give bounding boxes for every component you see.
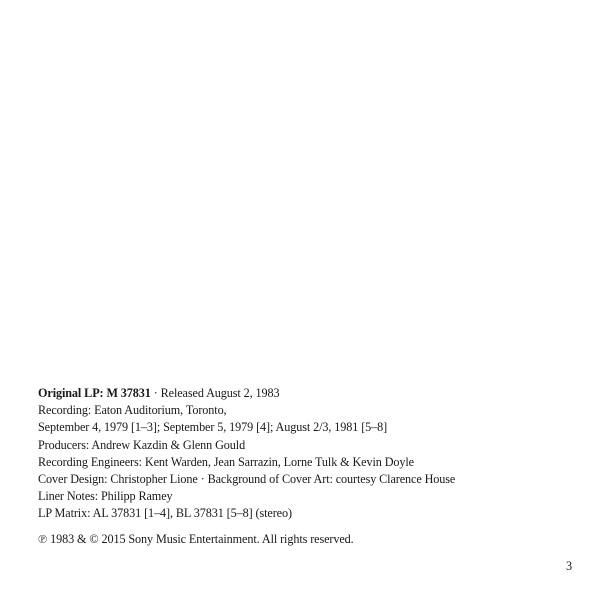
engineers-line: Recording Engineers: Kent Warden, Jean Sarrazin, Lorne Tulk & Kevin Doyle xyxy=(38,454,414,469)
original-lp-line xyxy=(38,385,455,402)
recording-line-2: September 4, 1979 [1–3]; September 5, 1979 [4]; August 2/3, 1981 [5–8] xyxy=(38,420,388,435)
original-lp-label: Original LP: M 37831 xyxy=(38,386,151,400)
page-number: 3 xyxy=(566,559,573,573)
cover-design-line: Cover Design: Christopher Lione · Background of Cover Art: courtesy Clarence House xyxy=(38,472,456,487)
producers-line: Producers: Andrew Kazdin & Glenn Gould xyxy=(38,437,246,452)
liner-notes-line: Liner Notes: Philipp Ramey xyxy=(38,489,173,504)
original-lp-release: · Released August 2, 1983 xyxy=(150,386,280,400)
copyright-notice: ℗ 1983 & © 2015 Sony Music Entertainment. All rights reserved. xyxy=(38,532,354,546)
lp-matrix-line: LP Matrix: AL 37831 [1–4], BL 37831 [5–8] (stereo) xyxy=(38,506,292,521)
recording-line-1: Recording: Eaton Auditorium, Toronto, xyxy=(38,403,227,418)
credits-block xyxy=(38,385,455,523)
